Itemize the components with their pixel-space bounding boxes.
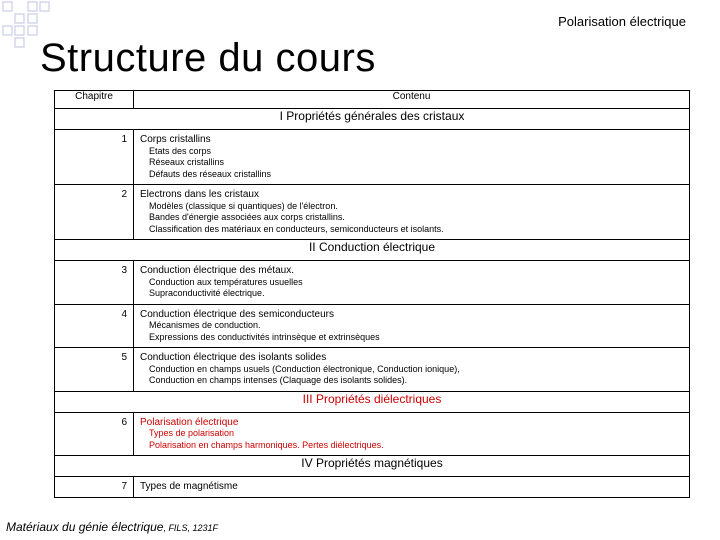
chapter-item: Expressions des conductivités intrinsèque et extrinsèques bbox=[149, 331, 380, 342]
column-header-chapter: Chapitre bbox=[55, 91, 134, 109]
chapter-item: Mécanismes de conduction. bbox=[149, 320, 261, 330]
course-structure-table bbox=[54, 90, 690, 498]
section-row bbox=[55, 391, 690, 412]
column-header-content: Contenu bbox=[134, 91, 690, 109]
section-title: I Propriétés générales des cristaux bbox=[55, 109, 690, 130]
chapter-content bbox=[134, 185, 690, 240]
chapter-number: 2 bbox=[55, 185, 134, 240]
chapter-content bbox=[134, 130, 690, 185]
chapter-number: 3 bbox=[55, 261, 134, 305]
section-row bbox=[55, 240, 690, 261]
chapter-item: Bandes d'énergie associées aux corps cristallins. bbox=[149, 212, 345, 222]
chapter-item: Défauts des réseaux cristallins bbox=[149, 168, 272, 179]
chapter-title: Conduction électrique des semiconducteurs bbox=[140, 308, 334, 320]
chapter-row bbox=[55, 185, 690, 240]
chapter-row bbox=[55, 130, 690, 185]
section-title: II Conduction électrique bbox=[55, 240, 690, 261]
chapter-title: Corps cristallins bbox=[140, 134, 211, 145]
chapter-item: Conduction en champs intenses (Claquage des isolants solides). bbox=[149, 375, 408, 385]
header-title: Polarisation électrique bbox=[558, 14, 686, 29]
chapter-title: Conduction électrique des isolants solides bbox=[140, 352, 327, 363]
chapter-content bbox=[134, 261, 690, 305]
section-row bbox=[55, 109, 690, 130]
chapter-row bbox=[55, 477, 690, 498]
chapter-item: Conduction aux températures usuelles bbox=[149, 276, 303, 287]
chapter-number: 4 bbox=[55, 304, 134, 348]
chapter-title: Conduction électrique des métaux. bbox=[140, 265, 294, 276]
chapter-item: Polarisation en champs harmoniques. Pertes diélectriques. bbox=[149, 439, 384, 450]
chapter-item: Etats des corps bbox=[149, 145, 212, 156]
footer bbox=[6, 520, 218, 534]
footer-course-code: , FILS, 1231F bbox=[163, 523, 218, 533]
section-title: IV Propriétés magnétiques bbox=[55, 456, 690, 477]
section-title: III Propriétés diélectriques bbox=[55, 391, 690, 412]
chapter-number: 6 bbox=[55, 412, 134, 456]
chapter-number: 5 bbox=[55, 348, 134, 392]
chapter-content bbox=[134, 304, 690, 348]
chapter-row bbox=[55, 412, 690, 456]
chapter-title: Types de magnétisme bbox=[140, 481, 238, 492]
chapter-number: 7 bbox=[55, 477, 134, 498]
table-header-row bbox=[55, 91, 690, 109]
chapter-title: Electrons dans les cristaux bbox=[140, 189, 259, 200]
chapter-item: Réseaux cristallins bbox=[149, 157, 225, 167]
chapter-item: Conduction en champs usuels (Conduction électronique, Conduction ionique), bbox=[149, 363, 460, 374]
chapter-row bbox=[55, 304, 690, 348]
chapter-item: Modèles (classique si quantiques) de l'électron. bbox=[149, 200, 338, 211]
page-title: Structure du cours bbox=[40, 36, 376, 80]
chapter-content bbox=[134, 348, 690, 392]
chapter-content bbox=[134, 477, 690, 498]
chapter-row bbox=[55, 348, 690, 392]
section-row bbox=[55, 456, 690, 477]
chapter-content bbox=[134, 412, 690, 456]
chapter-item: Classification des matériaux en conducteurs, semiconducteurs et isolants. bbox=[149, 223, 444, 234]
chapter-item: Types de polarisation bbox=[149, 428, 235, 438]
chapter-item: Supraconductivité électrique. bbox=[149, 288, 265, 298]
chapter-title: Polarisation électrique bbox=[140, 416, 239, 428]
footer-title: Matériaux du génie électrique bbox=[6, 520, 164, 534]
chapter-number: 1 bbox=[55, 130, 134, 185]
chapter-row bbox=[55, 261, 690, 305]
